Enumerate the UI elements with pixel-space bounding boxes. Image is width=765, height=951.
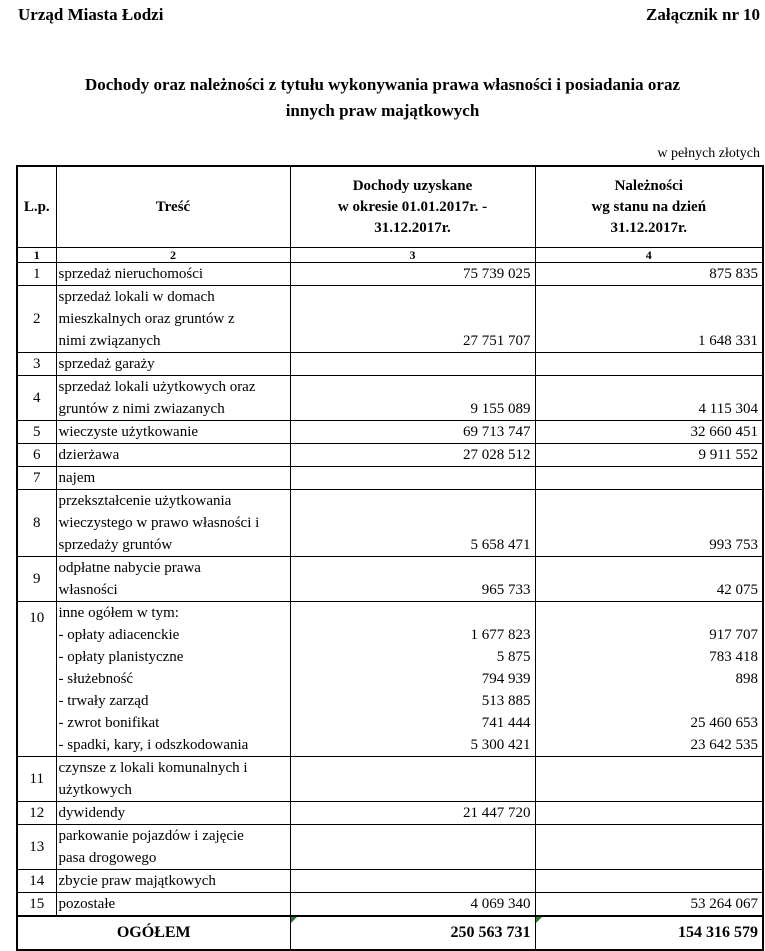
table-row — [17, 263, 763, 286]
row-dochody-line — [291, 490, 531, 512]
row-description — [56, 602, 290, 757]
row-naleznosci-line: 53 264 067 — [690, 896, 758, 912]
row-description — [56, 825, 290, 870]
table-row — [17, 467, 763, 490]
row-description-line: sprzedaży gruntów — [58, 537, 173, 553]
row-naleznosci-line: 875 835 — [709, 266, 758, 282]
row-dochody-line — [291, 870, 531, 892]
row-naleznosci-line — [536, 467, 759, 489]
row-dochody — [290, 802, 535, 825]
row-description — [56, 893, 290, 917]
total-row — [17, 916, 763, 950]
row-description-line: użytkowych — [58, 782, 132, 798]
row-naleznosci-line — [536, 779, 759, 801]
row-description — [56, 444, 290, 467]
row-dochody — [290, 444, 535, 467]
row-description — [56, 286, 290, 353]
row-dochody-line: 21 447 720 — [463, 805, 531, 821]
row-description-line: mieszkalnych oraz gruntów z — [58, 311, 235, 327]
row-lp: 4 — [17, 376, 56, 421]
row-naleznosci-line: 783 418 — [709, 649, 758, 665]
row-lp: 13 — [17, 825, 56, 870]
row-dochody-line: 794 939 — [481, 671, 531, 687]
row-description-line: sprzedaż lokali w domach — [58, 289, 215, 305]
row-dochody-line: 965 733 — [481, 582, 531, 598]
row-naleznosci — [535, 757, 763, 802]
row-dochody — [290, 757, 535, 802]
row-description-line: inne ogółem w tym: — [58, 605, 179, 621]
row-lp: 14 — [17, 870, 56, 893]
row-dochody — [290, 602, 535, 757]
row-lp: 3 — [17, 353, 56, 376]
row-description — [56, 802, 290, 825]
row-lp: 11 — [17, 757, 56, 802]
row-naleznosci-line — [536, 490, 759, 512]
column-number: 2 — [56, 248, 290, 263]
row-naleznosci — [535, 557, 763, 602]
row-dochody-line: 69 713 747 — [463, 424, 531, 440]
row-dochody-line: 27 751 707 — [463, 333, 531, 349]
row-naleznosci-line: 917 707 — [709, 627, 758, 643]
row-dochody — [290, 263, 535, 286]
units-note: w pełnych złotych — [657, 146, 760, 161]
header-lp: L.p. — [17, 166, 56, 248]
table-row — [17, 557, 763, 602]
row-dochody — [290, 286, 535, 353]
row-description-line: - opłaty planistyczne — [58, 649, 184, 665]
row-description-line: najem — [58, 470, 96, 486]
row-description-line: sprzedaż nieruchomości — [58, 266, 204, 282]
header-dochody-line: w okresie 01.01.2017r. - — [337, 198, 488, 215]
row-dochody-line: 5 300 421 — [470, 737, 531, 753]
row-dochody-line: 5 658 471 — [470, 537, 531, 553]
header-naleznosci-line: 31.12.2017r. — [610, 219, 688, 236]
document-title — [0, 72, 765, 124]
table-row — [17, 421, 763, 444]
row-dochody-line: 741 444 — [481, 715, 531, 731]
row-dochody-line — [291, 825, 531, 847]
row-dochody-line — [291, 847, 531, 869]
row-dochody-line — [291, 467, 531, 489]
row-dochody-line — [291, 602, 531, 624]
row-dochody-line: 27 028 512 — [463, 447, 531, 463]
row-naleznosci — [535, 490, 763, 557]
row-description-line: sprzedaż garaży — [58, 356, 155, 372]
column-number: 4 — [535, 248, 763, 263]
row-naleznosci-line — [536, 757, 759, 779]
row-naleznosci — [535, 421, 763, 444]
table-row — [17, 286, 763, 353]
title-line-1: Dochody oraz należności z tytułu wykonywania prawa własności i posiadania oraz — [84, 75, 681, 94]
table-row — [17, 893, 763, 917]
row-dochody — [290, 893, 535, 917]
table-row — [17, 353, 763, 376]
row-description-line: wieczystego w prawo własności i — [58, 515, 260, 531]
row-dochody-line — [291, 376, 531, 398]
row-description-line: przekształcenie użytkowania — [58, 493, 232, 509]
table-row — [17, 870, 763, 893]
row-lp: 1 — [17, 263, 56, 286]
row-dochody-line — [291, 308, 531, 330]
row-description-line: - trwały zarząd — [58, 693, 149, 709]
row-naleznosci-line: 23 642 535 — [690, 737, 758, 753]
table-header-row — [17, 166, 763, 248]
table-row — [17, 757, 763, 802]
row-naleznosci-line — [536, 557, 759, 579]
row-naleznosci-line: 42 075 — [716, 582, 758, 598]
row-lp: 15 — [17, 893, 56, 917]
row-description-line: - spadki, kary, i odszkodowania — [58, 737, 249, 753]
row-naleznosci — [535, 825, 763, 870]
row-description — [56, 421, 290, 444]
row-description — [56, 467, 290, 490]
row-naleznosci-line — [536, 802, 759, 824]
income-table — [16, 165, 764, 951]
header-tresc: Treść — [56, 166, 290, 248]
total-naleznosci: 154 316 579 — [535, 916, 763, 950]
header-naleznosci-line: Należności — [614, 177, 683, 194]
row-description-line: pasa drogowego — [58, 850, 157, 866]
row-naleznosci — [535, 802, 763, 825]
row-dochody-line: 5 875 — [496, 649, 531, 665]
header-dochody-line: 31.12.2017r. — [374, 219, 451, 236]
row-description — [56, 353, 290, 376]
row-dochody-line: 513 885 — [481, 693, 531, 709]
row-dochody-line — [291, 353, 531, 375]
row-naleznosci-line — [536, 870, 759, 892]
row-dochody-line — [291, 779, 531, 801]
row-dochody-line — [291, 557, 531, 579]
row-lp: 5 — [17, 421, 56, 444]
row-naleznosci — [535, 870, 763, 893]
row-lp: 8 — [17, 490, 56, 557]
row-dochody — [290, 421, 535, 444]
row-naleznosci — [535, 263, 763, 286]
row-lp: 12 — [17, 802, 56, 825]
row-dochody — [290, 353, 535, 376]
row-dochody-line — [291, 512, 531, 534]
row-naleznosci-line: 993 753 — [709, 537, 758, 553]
row-dochody — [290, 557, 535, 602]
row-lp: 10 — [17, 602, 56, 757]
row-description-line: gruntów z nimi zwiazanych — [58, 401, 225, 417]
row-naleznosci-line: 898 — [735, 671, 758, 687]
table-body — [17, 263, 763, 917]
table-row — [17, 376, 763, 421]
row-description-line: - służebność — [58, 671, 134, 687]
row-lp: 6 — [17, 444, 56, 467]
row-naleznosci-line — [536, 825, 759, 847]
row-naleznosci-line: 1 648 331 — [698, 333, 758, 349]
row-description-line: parkowanie pojazdów i zajęcie — [58, 828, 244, 844]
header-naleznosci — [535, 166, 763, 248]
column-number-row — [17, 248, 763, 263]
table-row — [17, 444, 763, 467]
row-naleznosci-line — [536, 376, 759, 398]
row-dochody-line — [291, 286, 531, 308]
row-description-line: własności — [58, 582, 118, 598]
row-naleznosci-line — [536, 602, 759, 624]
row-dochody — [290, 467, 535, 490]
row-description — [56, 490, 290, 557]
row-description — [56, 870, 290, 893]
row-description-line: dywidendy — [58, 805, 126, 821]
table-row — [17, 825, 763, 870]
row-dochody — [290, 490, 535, 557]
row-dochody-line: 9 155 089 — [470, 401, 531, 417]
header-naleznosci-line: wg stanu na dzień — [591, 198, 707, 215]
row-dochody — [290, 870, 535, 893]
row-description-line: wieczyste użytkowanie — [58, 424, 199, 440]
row-description-line: sprzedaż lokali użytkowych oraz — [58, 379, 256, 395]
office-name: Urząd Miasta Łodzi — [18, 5, 164, 24]
row-dochody — [290, 376, 535, 421]
row-naleznosci — [535, 286, 763, 353]
row-dochody-line: 1 677 823 — [470, 627, 531, 643]
row-naleznosci-line — [536, 512, 759, 534]
row-dochody-line: 75 739 025 — [463, 266, 531, 282]
column-number: 3 — [290, 248, 535, 263]
row-naleznosci-line: 25 460 653 — [690, 715, 758, 731]
row-naleznosci-line — [536, 286, 759, 308]
total-label: OGÓŁEM — [17, 916, 290, 950]
row-description — [56, 376, 290, 421]
row-description — [56, 263, 290, 286]
row-description-line: - zwrot bonifikat — [58, 715, 160, 731]
total-dochody: 250 563 731 — [290, 916, 535, 950]
table-row — [17, 602, 763, 757]
row-description-line: - opłaty adiacenckie — [58, 627, 180, 643]
table-row — [17, 802, 763, 825]
row-lp: 7 — [17, 467, 56, 490]
row-naleznosci — [535, 602, 763, 757]
row-lp: 9 — [17, 557, 56, 602]
row-naleznosci-line — [536, 308, 759, 330]
attachment-number: Załącznik nr 10 — [646, 5, 760, 24]
row-naleznosci-line: 4 115 304 — [698, 401, 758, 417]
row-dochody-line — [291, 757, 531, 779]
header-dochody — [290, 166, 535, 248]
row-description-line: zbycie praw majątkowych — [58, 873, 216, 889]
table-row — [17, 490, 763, 557]
row-lp: 2 — [17, 286, 56, 353]
row-naleznosci — [535, 353, 763, 376]
row-dochody — [290, 825, 535, 870]
header-dochody-line: Dochody uzyskane — [352, 177, 473, 194]
row-description-line: nimi związanych — [58, 333, 161, 349]
row-description-line: odpłatne nabycie prawa — [58, 560, 201, 576]
row-naleznosci-line — [536, 690, 759, 712]
title-line-2: innych praw majątkowych — [285, 101, 480, 120]
row-naleznosci — [535, 376, 763, 421]
row-naleznosci-line — [536, 847, 759, 869]
row-description-line: czynsze z lokali komunalnych i — [58, 760, 248, 776]
row-naleznosci — [535, 444, 763, 467]
row-description-line: dzierżawa — [58, 447, 120, 463]
row-description — [56, 557, 290, 602]
row-description — [56, 757, 290, 802]
row-dochody-line: 4 069 340 — [470, 896, 531, 912]
column-number: 1 — [17, 248, 56, 263]
row-description-line: pozostałe — [58, 896, 116, 912]
row-naleznosci — [535, 467, 763, 490]
row-naleznosci — [535, 893, 763, 917]
row-naleznosci-line: 32 660 451 — [690, 424, 758, 440]
row-naleznosci-line — [536, 353, 759, 375]
row-naleznosci-line: 9 911 552 — [698, 447, 758, 463]
